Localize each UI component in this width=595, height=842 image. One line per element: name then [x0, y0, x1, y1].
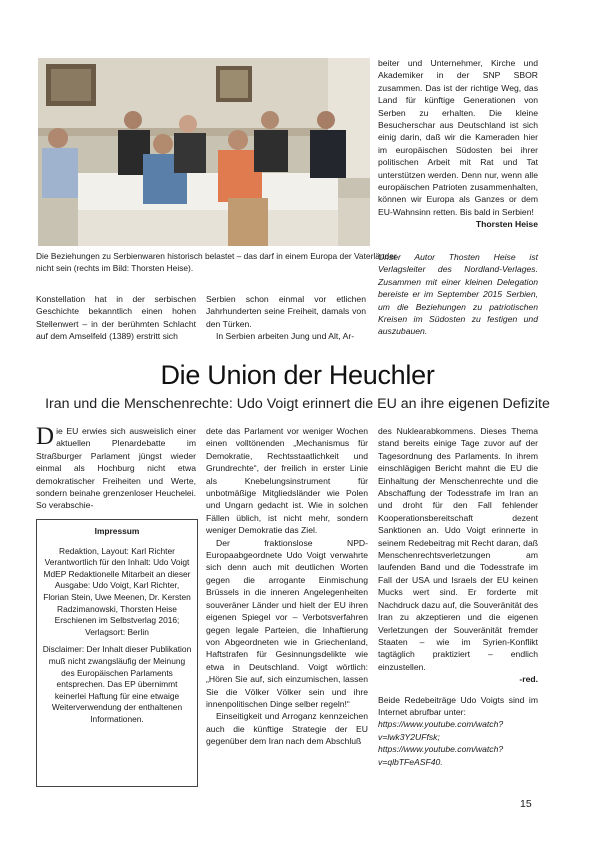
lead-paragraph	[36, 425, 196, 512]
paragraph: Der fraktionslose NPD-Europaabgeordnete Udo Voigt verwahrte sich denn auch mit deutlichen Worten gegen die arrogante Einmischung Brüssels in die inneren Angelegenheiten souveräner Länder und hielt der EU ihren eigenen Spiegel vor – Verbotsverfahren gegen legale Parteien, die Inhaftierung von Abgeordneten wie in Griechenland, Haftstrafen für Gesinnungsdelikte wie etwa in Deutschland. Voigt wörtlich: „Hören Sie auf, sich einzumischen, lassen Sie die Völker Völker sein und ihre innenpolitischen Dinge selber regeln!“	[206, 537, 368, 709]
lead-text: ie EU erwies sich ausweislich einer aktuellen Plenardebatte im Straßburger Parlament jüngst wieder einmal als Hochburg nicht etwa demokratischer Freiheiten und Werte, sondern beinahe grenzenloser Heuchelei. So verabschie-	[36, 426, 196, 511]
paragraph: Serbien schon einmal vor etlichen Jahrhunderten seine Freiheit, damals von den Türken.	[206, 294, 366, 329]
video-link-1[interactable]: https://www.youtube.com/watch?v=lwk3Y2UFfsk;	[378, 719, 504, 742]
editorial-signature: -red.	[519, 674, 538, 685]
article-column-3	[378, 425, 538, 768]
paragraph: Einseitigkeit und Arroganz kennzeichen auch die künftige Strategie der EU gegenüber dem Iran nach dem Abschluß	[206, 711, 368, 747]
previous-article-column-2	[206, 293, 366, 343]
article-column-1	[36, 425, 196, 512]
impressum-disclaimer: Disclaimer: Der Inhalt dieser Publikation muß nicht zwangsläufig der Meinung des Europäischen Parlaments entsprechen. Das EP übernimmt keinerlei Haftung für eine etwaige Weiterverwendung der enthaltenen Informationen.	[42, 644, 192, 724]
video-link-2[interactable]: https://www.youtube.com/watch?v=qlbTFeASF40.	[378, 744, 504, 767]
group-photo	[38, 58, 370, 246]
impressum-box	[36, 519, 198, 787]
author-note: Unser Autor Thosten Heise ist Verlagsleiter des Nordland-Verlages. Zusammen mit einer kleinen Delegation bereiste er im September 2015 Serbien, um die Beziehungen zu patriotischen Kreisen im Südosten zu festigen und auszubauen.	[378, 252, 538, 337]
article-column-2	[206, 425, 368, 748]
previous-article-column-1	[36, 293, 196, 343]
article-subheadline: Iran und die Menschenrechte: Udo Voigt erinnert die EU an ihre eigenen Defizite	[45, 396, 550, 412]
continuation-text: beiter und Unternehmer, Kirche und Akademiker in der SNP SBOR zusammen. Das ist der richtige Weg, das Land für künftige Generationen von Serben zu erhalten. Die kleine Besucherschar aus Deutschland ist sich einig darin, daß wir die Kameraden hier im europäischen Südosten bei ihrer politischen Arbeit mit Rat und Tat unterstützen werden. Denn nur, wenn alle europäischen Patrioten zusammenhalten, können wir Europa als Ganzes or dem EU-Wahnsinn retten. Bis bald in Serbien!	[378, 58, 538, 217]
paragraph: des Nuklearabkommens. Dieses Thema stand bereits einige Tage zuvor auf der Tagesordnung des Parlaments. In ihrem einschlägigen Bericht mahnt die EU die Einhaltung der Menschenrechte und die Abschaffung der Todesstrafe im Iran an und droht für den Fall fehlender Kooperationsbereitschaft dezent Sanktionen an. Udo Voigt erinnerte in seinem Redebeitrag mit Recht daran, daß Menschenrechtsverletzungen am laufenden Band und die Todesstrafe im Fall der USA und Israels der EU keinen Mucks wert sind. Er forderte mit Nachdruck dazu auf, die Souveränität des Iran zu akzeptieren und die eigenen Verletzungen der Souveränität fremder Staaten – wie im Syrien-Konflikt tagtäglich praktiziert – endlich einzustellen.	[378, 426, 538, 672]
article-headline: Die Union der Heuchler	[160, 360, 435, 390]
article-continuation-column	[378, 57, 538, 231]
author-signature: Thorsten Heise	[475, 219, 538, 230]
paragraph: Beide Redebeiträge Udo Voigts sind im Internet abrufbar unter:	[378, 694, 538, 717]
paragraph: In Serbien arbeiten Jung und Alt, Ar-	[216, 331, 355, 342]
photo-illustration	[38, 58, 370, 246]
paragraph: Konstellation hat in der serbischen Geschichte bekanntlich einen hohen Stellenwert – in der berühmten Schlacht auf dem Amselfeld (1389) erstritt sich	[36, 294, 196, 342]
photo-caption: Die Beziehungen zu Serbienwaren historisch belastet – das darf in einem Europa der Vaterländer nicht sein (rechts im Bild: Thorsten Heise).	[36, 251, 397, 273]
impressum-title: Impressum	[94, 526, 140, 536]
impressum-credits: Redaktion, Layout: Karl Richter Verantwortlich für den Inhalt: Udo Voigt MdEP Redaktionelle Mitarbeit an dieser Ausgabe: Udo Voigt, Karl Richter, Florian Stein, Uwe Meenen, Dr. Kersten Radzimanowski, Thorsten Heise Erschienen im Selbstverlag 2016; Verlagsort: Berlin	[43, 545, 191, 637]
page-number: 15	[520, 798, 532, 810]
paragraph: dete das Parlament vor weniger Wochen einen volltönenden „Mechanismus für Demokratie, Rechtsstaatlichkeit und Grundrechte“, der freilich in erster Linie als Knebelungsinstrument für unbotmäßige Mitgliedsländer wie Polen und Ungarn gedacht ist. Wie in solchen Fällen üblich, ist nicht mehr, sondern weniger Demokratie das Ziel.	[206, 426, 368, 536]
drop-cap: D	[36, 423, 55, 450]
